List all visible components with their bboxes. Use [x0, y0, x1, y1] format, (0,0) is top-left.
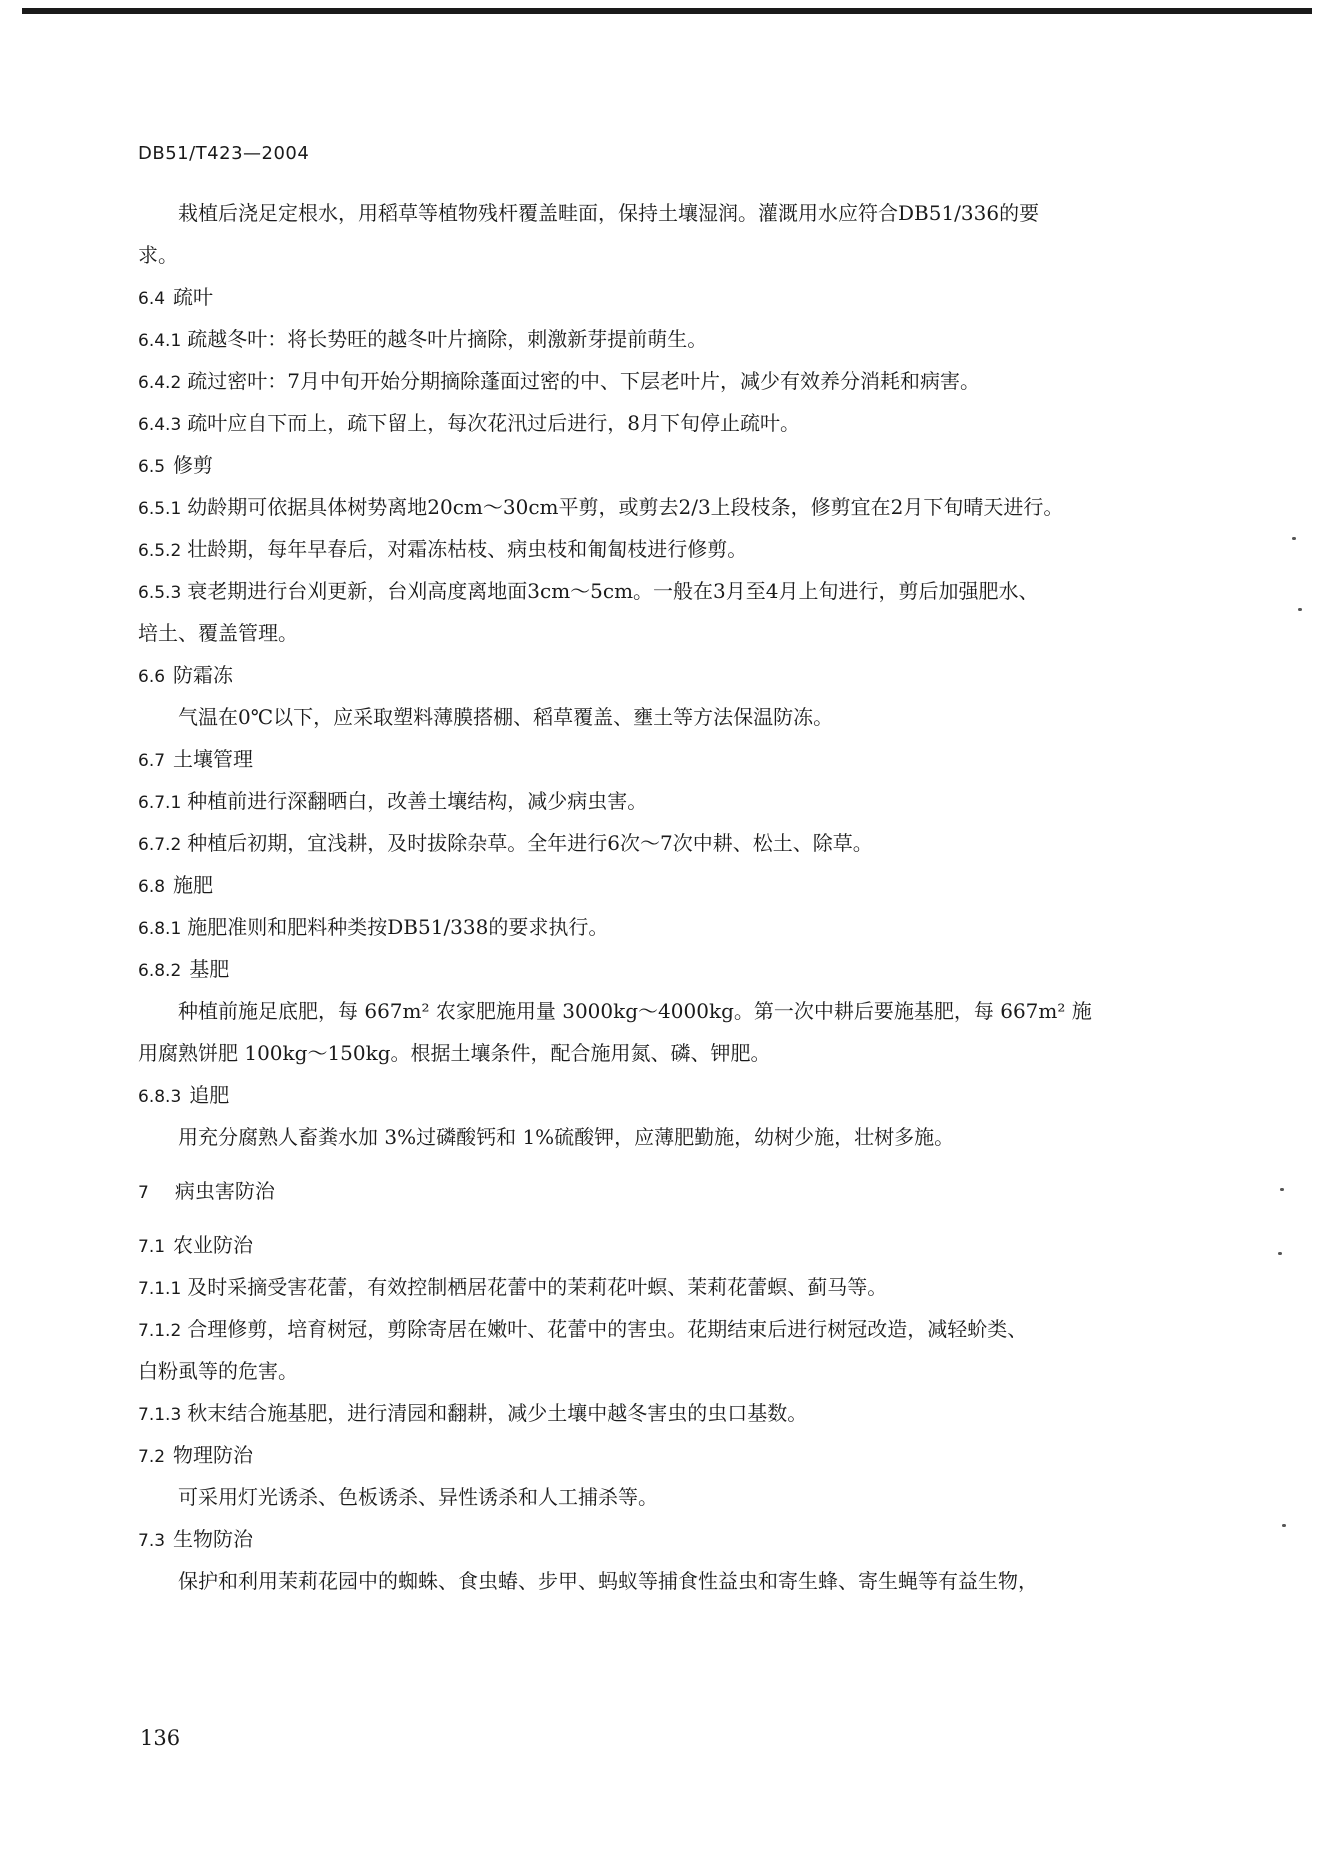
clause-number: 6.4.3	[138, 415, 182, 435]
clause-item	[138, 1266, 1200, 1308]
line-text: 可采用灯光诱杀、色板诱杀、异性诱杀和人工捕杀等。	[178, 1485, 658, 1509]
line-text: 及时采摘受害花蕾，有效控制栖居花蕾中的茉莉花叶螟、茉莉花蕾螟、蓟马等。	[187, 1275, 888, 1299]
paragraph-line	[138, 1560, 1200, 1602]
line-text: 施肥准则和肥料种类按DB51/338的要求执行。	[187, 915, 609, 939]
section-heading	[138, 276, 1200, 318]
clause-item	[138, 1392, 1200, 1434]
paragraph-line	[138, 192, 1200, 234]
line-text: 病虫害防治	[174, 1179, 275, 1203]
clause-item	[138, 780, 1200, 822]
clause-number: 6.8.2	[138, 961, 182, 981]
clause-item	[138, 906, 1200, 948]
clause-number: 6.4.1	[138, 331, 182, 351]
line-text: 培土、覆盖管理。	[138, 621, 298, 645]
line-text: 种植后初期，宜浅耕，及时拔除杂草。全年进行6次～7次中耕、松土、除草。	[187, 831, 873, 855]
line-text: 物理防治	[173, 1443, 254, 1467]
line-text: 施肥	[173, 873, 214, 897]
clause-number: 6.5.3	[138, 583, 182, 603]
clause-number: 7.1.1	[138, 1279, 182, 1299]
scan-speck	[1280, 1188, 1284, 1191]
section-heading	[138, 864, 1200, 906]
clause-number: 6.8.1	[138, 919, 182, 939]
document-code: DB51/T423—2004	[138, 143, 310, 164]
clause-item	[138, 318, 1200, 360]
line-text: 生物防治	[173, 1527, 254, 1551]
top-rule	[22, 8, 1312, 14]
clause-number: 6.8	[138, 877, 166, 897]
clause-number: 6.7.1	[138, 793, 182, 813]
paragraph-line	[138, 1350, 1200, 1392]
line-text: 基肥	[189, 957, 230, 981]
line-text: 疏越冬叶：将长势旺的越冬叶片摘除，刺激新芽提前萌生。	[187, 327, 708, 351]
document-body	[138, 192, 1200, 1602]
line-text: 种植前进行深翻晒白，改善土壤结构，减少病虫害。	[187, 789, 648, 813]
scan-speck	[1298, 608, 1302, 611]
clause-number: 6.4.2	[138, 373, 182, 393]
clause-number: 6.8.3	[138, 1087, 182, 1107]
clause-item	[138, 360, 1200, 402]
section-heading	[138, 738, 1200, 780]
scan-speck	[1282, 1524, 1286, 1527]
line-text: 求。	[138, 243, 178, 267]
scan-speck	[1278, 1252, 1282, 1255]
clause-item	[138, 1308, 1200, 1350]
paragraph-line	[138, 234, 1200, 276]
clause-number: 6.5.1	[138, 499, 182, 519]
scan-speck	[1292, 537, 1296, 540]
line-text: 幼龄期可依据具体树势离地20cm～30cm平剪，或剪去2/3上段枝条，修剪宜在2月下旬晴天进行。	[187, 495, 1064, 519]
line-text: 种植前施足底肥，每 667m² 农家肥施用量 3000kg～4000kg。第一次中耕后要施基肥，每 667m² 施	[178, 999, 1092, 1023]
section-heading	[138, 654, 1200, 696]
paragraph-line	[138, 696, 1200, 738]
line-text: 疏叶	[173, 285, 214, 309]
clause-number: 7.2	[138, 1447, 166, 1467]
paragraph-line	[138, 1032, 1200, 1074]
page-number: 136	[140, 1726, 181, 1750]
line-text: 白粉虱等的危害。	[138, 1359, 298, 1383]
clause-item	[138, 486, 1200, 528]
chapter-heading	[138, 1170, 1200, 1224]
clause-number: 6.5.2	[138, 541, 182, 561]
clause-number: 7	[138, 1183, 149, 1203]
line-text: 修剪	[173, 453, 214, 477]
line-text: 气温在0℃以下，应采取塑料薄膜搭棚、稻草覆盖、壅土等方法保温防冻。	[178, 705, 834, 729]
clause-number: 7.1	[138, 1237, 166, 1257]
clause-number: 7.1.2	[138, 1321, 182, 1341]
line-text: 防霜冻	[173, 663, 234, 687]
section-heading	[138, 1518, 1200, 1560]
line-text: 秋末结合施基肥，进行清园和翻耕，减少土壤中越冬害虫的虫口基数。	[187, 1401, 808, 1425]
line-text: 用腐熟饼肥 100kg～150kg。根据土壤条件，配合施用氮、磷、钾肥。	[138, 1041, 771, 1065]
line-text: 保护和利用茉莉花园中的蜘蛛、食虫蝽、步甲、蚂蚁等捕食性益虫和寄生蜂、寄生蝇等有益生物，	[178, 1569, 1038, 1593]
clause-number: 6.6	[138, 667, 166, 687]
paragraph-line	[138, 612, 1200, 654]
line-text: 栽植后浇足定根水，用稻草等植物残杆覆盖畦面，保持土壤湿润。灌溉用水应符合DB51/336的要	[178, 201, 1040, 225]
paragraph-line	[138, 1116, 1200, 1158]
clause-item	[138, 402, 1200, 444]
section-heading	[138, 1074, 1200, 1116]
section-heading	[138, 1434, 1200, 1476]
clause-number: 7.3	[138, 1531, 166, 1551]
section-heading	[138, 948, 1200, 990]
clause-number: 6.7.2	[138, 835, 182, 855]
clause-item	[138, 822, 1200, 864]
section-heading	[138, 444, 1200, 486]
clause-number: 7.1.3	[138, 1405, 182, 1425]
line-text: 追肥	[189, 1083, 230, 1107]
line-text: 用充分腐熟人畜粪水加 3%过磷酸钙和 1%硫酸钾，应薄肥勤施，幼树少施，壮树多施。	[178, 1125, 955, 1149]
paragraph-line	[138, 990, 1200, 1032]
clause-number: 6.7	[138, 751, 166, 771]
clause-item	[138, 528, 1200, 570]
line-text: 农业防治	[173, 1233, 254, 1257]
line-text: 合理修剪，培育树冠，剪除寄居在嫩叶、花蕾中的害虫。花期结束后进行树冠改造，减轻蚧类、	[187, 1317, 1028, 1341]
clause-number: 6.4	[138, 289, 166, 309]
section-heading	[138, 1224, 1200, 1266]
clause-number: 6.5	[138, 457, 166, 477]
paragraph-line	[138, 1476, 1200, 1518]
line-text: 壮龄期，每年早春后，对霜冻枯枝、病虫枝和匍匐枝进行修剪。	[187, 537, 748, 561]
line-text: 衰老期进行台刈更新，台刈高度离地面3cm～5cm。一般在3月至4月上旬进行，剪后加强肥水、	[187, 579, 1039, 603]
line-text: 疏叶应自下而上，疏下留上，每次花汛过后进行，8月下旬停止疏叶。	[187, 411, 800, 435]
line-text: 疏过密叶：7月中旬开始分期摘除蓬面过密的中、下层老叶片，减少有效养分消耗和病害。	[187, 369, 980, 393]
clause-item	[138, 570, 1200, 612]
line-text: 土壤管理	[173, 747, 254, 771]
